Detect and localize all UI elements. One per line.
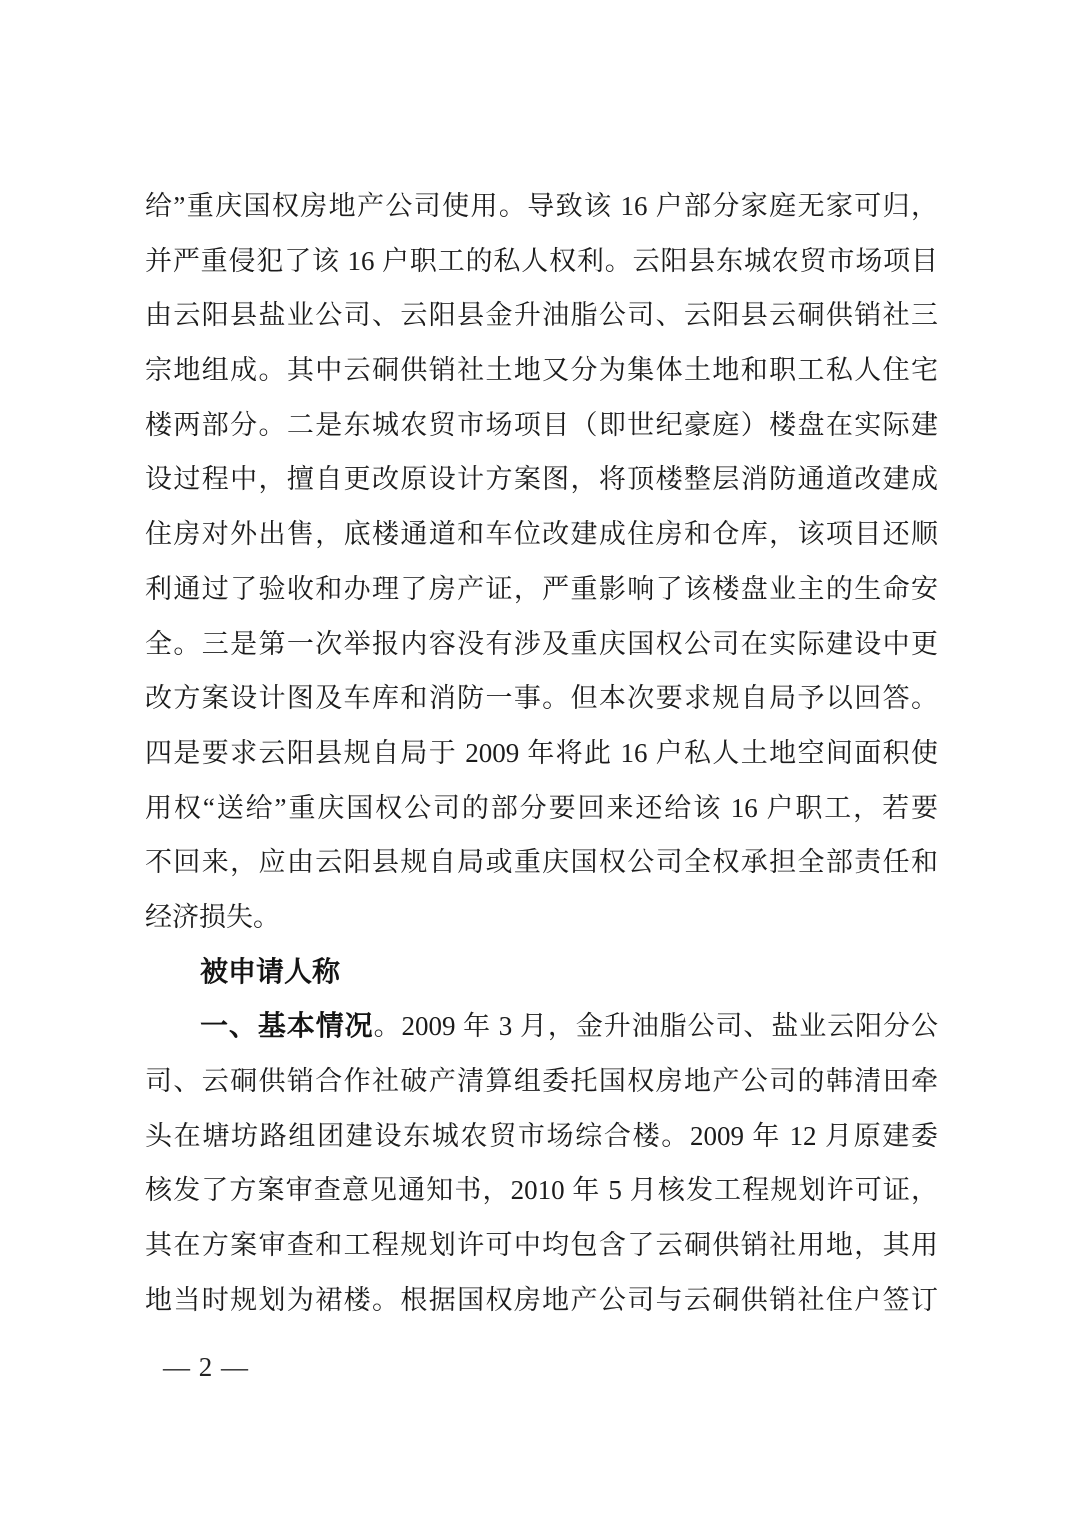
section-number-title: 一、基本情况 [200,1010,374,1042]
section-lead-text: 。2009 年 3 月，金升油脂公司、盐业云阳分公 [373,1011,938,1042]
section-lead-line [145,999,938,1054]
paragraph-1-last-line: 经济损失。 [145,901,280,932]
paragraph-1 [145,179,938,890]
text-line: 头在塘坊路组团建设东城农贸市场综合楼。2009 年 12 月原建委 [145,1120,938,1151]
text-line: 司、云硐供销合作社破产清算组委托国权房地产公司的韩清田牵 [145,1066,938,1096]
text-line: 核发了方案审查意见通知书，2010 年 5 月核发工程规划许可证， [145,1175,938,1206]
text-line: 并严重侵犯了该 16 户职工的私人权利。云阳县东城农贸市场项目 [145,245,938,276]
text-line: 宗地组成。其中云硐供销社土地又分为集体土地和职工私人住宅 [145,355,938,386]
text-line: 其在方案审查和工程规划许可中均包含了云硐供销社用地，其用 [145,1230,938,1261]
text-line: 不回来，应由云阳县规自局或重庆国权公司全权承担全部责任和 [145,847,938,878]
text-line: 住房对外出售，底楼通道和车位改建成住房和仓库，该项目还顺 [145,519,938,550]
text-line: 地当时规划为裙楼。根据国权房地产公司与云硐供销社住户签订 [145,1284,938,1315]
text-line: 四是要求云阳县规自局于 2009 年将此 16 户私人土地空间面积使 [145,737,938,768]
text-line: 楼两部分。二是东城农贸市场项目（即世纪豪庭）楼盘在实际建 [145,409,938,440]
text-line: 改方案设计图及车库和消防一事。但本次要求规自局予以回答。 [145,683,938,714]
text-line: 用权“送给”重庆国权公司的部分要回来还给该 16 户职工，若要 [145,792,938,823]
document-body [145,179,938,1327]
text-line: 设过程中，擅自更改原设计方案图，将顶楼整层消防通道改建成 [145,464,938,495]
text-line: 给”重庆国权房地产公司使用。导致该 16 户部分家庭无家可归， [145,191,938,221]
paragraph-2 [145,1054,938,1327]
text-line: 全。三是第一次举报内容没有涉及重庆国权公司在实际建设中更 [145,628,938,659]
section-heading: 被申请人称 [200,955,341,987]
page-number: — 2 — [163,1352,249,1382]
text-line: 由云阳县盐业公司、云阳县金升油脂公司、云阳县云硐供销社三 [145,300,938,331]
text-line: 利通过了验收和办理了房产证，严重影响了该楼盘业主的生命安 [145,573,938,604]
